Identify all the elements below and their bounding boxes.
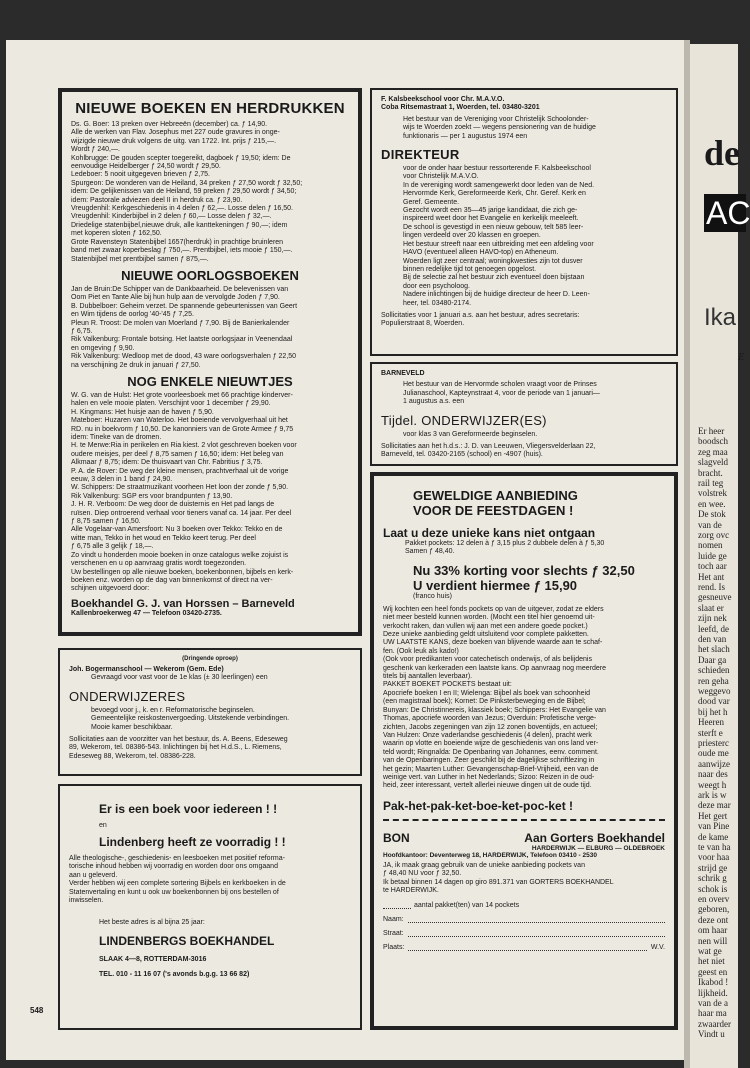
- next-banner: AC: [706, 195, 750, 231]
- next-page-line: nen will: [698, 935, 728, 946]
- offer-lines: [383, 540, 665, 557]
- ad-lindenberg: [58, 784, 362, 1030]
- next-page-line: lijkheid.: [698, 987, 728, 998]
- next-page-line: te van ha: [698, 842, 731, 852]
- text-line: Edeseweg 88, Wekerom, tel. 08386-228.: [69, 752, 196, 760]
- ad-barneveld: [370, 362, 678, 466]
- lindenberg-subheadline: Lindenberg heeft ze voorradig ! !: [99, 835, 286, 849]
- bon-shop: Aan Gorters Boekhandel: [524, 830, 665, 845]
- next-page-line: aanwijze: [698, 758, 730, 769]
- next-subtitle: E: [738, 352, 745, 363]
- next-page-line: zeg maa: [698, 446, 728, 457]
- next-page-line: schrik g: [698, 873, 727, 884]
- shop-name: Boekhandel G. J. van Horssen – Barneveld: [71, 597, 295, 610]
- shop-address: Kallenbroekerweg 47 — Telefoon 03420-2735.: [71, 609, 222, 617]
- text-line: H. te Merwe:Ria in perikelen en Ria kiest. 2 vlot geschreven boeken voor: [71, 442, 297, 450]
- text-line: Oom Piet en Tante Alie bij hun hulp aan de vervolgde Joden ƒ 7,90.: [71, 294, 280, 302]
- text-line: te HARDERWIJK.: [383, 886, 439, 894]
- text-line: Wordt ƒ 240,—.: [71, 146, 120, 154]
- barneveld-sub: voor klas 3 van Gereformeerde beginselen.: [403, 430, 538, 438]
- text-line: geschenk van kerkeraden een laatste kans. Op aanvraag nog meerdere: [383, 664, 606, 672]
- pakket-field[interactable]: [383, 902, 665, 909]
- text-line: niet meer besteld kunnen worden. (Mocht een titel hier genoemd uit-: [383, 614, 595, 622]
- text-line: Verder hebben wij een complete sortering Bijbels en kerkboeken in de: [69, 880, 286, 888]
- text-line: Alle Vogelaar-van Amersfoort: Nu 3 boeken over Tekko: Tekko en de: [71, 526, 283, 534]
- next-page-fragment: [690, 44, 750, 1068]
- next-page-line: om haar: [698, 925, 728, 936]
- text-line: Barneveld, tel. 03420-2165 (school) en -4907 (huis).: [381, 451, 543, 459]
- next-page-line: van de: [698, 519, 722, 530]
- text-line: ƒ 6,75 alle 3 gelijk ƒ 18,—.: [71, 543, 154, 551]
- text-line: witte man, Tekko in het woud en Tekko keert terug. Per deel: [71, 534, 256, 542]
- page-number: 548: [30, 1006, 44, 1015]
- barneveld-title: Tijdel. ONDERWIJZER(ES): [381, 412, 547, 428]
- text-line: voor de onder haar bestuur ressorterende F. Kalsbeekschool: [403, 165, 591, 173]
- offer-headline: Laat u deze unieke kans niet ontgaan: [383, 526, 596, 540]
- text-line: voor Christelijk M.A.V.O.: [403, 173, 479, 181]
- text-line: Bij de selectie zal het bestuur zich eventueel doen bijstaan: [403, 274, 585, 282]
- text-line: PAKKET BOEKET POCKETS bestaat uit:: [383, 681, 512, 689]
- direkteur-intro: [381, 116, 667, 141]
- text-line: Van Hulzen: Onze vaderlandse geschiedenis (4 delen), pracht werk: [383, 731, 592, 739]
- text-line: Deze unieke aanbieding geldt uitsluitend voor complete pakketten.: [383, 631, 589, 639]
- text-line: van de Openbaringen. Zeer geschikt bij de dagelijkse schriftlezing in: [383, 757, 595, 765]
- text-line: Het bestuur van de Hervormde scholen vraagt voor de Prinses: [403, 381, 597, 389]
- text-line: Uw bestellingen op alle nieuwe boeken, boekenbonnen, bijbels en kerk-: [71, 568, 294, 576]
- next-page-line: De stok: [698, 509, 726, 520]
- next-page-line: bracht.: [698, 467, 723, 478]
- direkteur-school: F. Kalsbeekschool voor Chr. M.A.V.O.: [381, 96, 505, 103]
- text-line: Kohlbrugge: De gouden scepter toegereikt, dagboek ƒ 19,50; idem: De: [71, 154, 291, 162]
- next-page-line: leefd, de: [698, 623, 729, 634]
- next-page-line: voor haa: [698, 852, 730, 863]
- text-line: fen. (Ook leuk als kado!): [383, 647, 459, 655]
- text-line: Julianaschool, Kapteynstraat 4, voor de periode van 1 januari—: [403, 389, 600, 397]
- next-page-line: strijd ge: [698, 862, 728, 873]
- direkteur-address: Coba Ritsemastraat 1, Woerden, tel. 03480-3201: [381, 104, 540, 112]
- text-line: RD. nu in boekvorm ƒ 10,50. De kanonniers van de Grote Armee ƒ 9,75: [71, 425, 294, 433]
- wv-label: W.V.: [650, 944, 665, 952]
- barneveld-header: BARNEVELD: [381, 370, 425, 377]
- text-line: binnen redelijke tijd tot genoegen opgelost.: [403, 265, 537, 273]
- text-line: ƒ 8,75 samen ƒ 16,50.: [71, 518, 141, 526]
- text-line: Nadere inlichtingen bij de huidige directeur de heer D. Leen-: [403, 291, 590, 299]
- naam-label: Naam:: [383, 916, 404, 924]
- text-line: Gezocht wordt een 35—45 jarige kandidaat, die zich ge-: [403, 207, 578, 215]
- aanbieding-title1: GEWELDIGE AANBIEDING: [413, 488, 578, 503]
- text-line: Jan de Bruin:De Schipper van de Dankbaarheid. De belevenissen van: [71, 285, 289, 293]
- text-line: inspireerd weet door het Evangelie en kerkelijk meeleeft.: [403, 215, 579, 223]
- text-line: Vreugdenhil: Kerkgeschiedenis in 4 delen ƒ 62,—. Losse delen ƒ 16,50.: [71, 205, 293, 213]
- text-line: P. A. de Rover: De weg der kleine mensen, prachtverhaal uit de vorige: [71, 467, 289, 475]
- text-line: Ds. G. Boer: 13 preken over Hebreeën (december) ca. ƒ 14,90.: [71, 121, 268, 128]
- next-page-line: zijn nek: [698, 613, 727, 624]
- bon-form-text: [383, 862, 665, 896]
- text-line: aan u geleverd.: [69, 871, 118, 879]
- next-page-line: Vindt u: [698, 1029, 725, 1040]
- text-line: idem: Tineke van de dromen.: [71, 434, 162, 441]
- ad-gorters: [370, 472, 678, 1030]
- next-page-line: naar des: [698, 769, 728, 780]
- text-line: De school is gevestigd in een nieuw gebouw, telt 585 leer-: [403, 223, 584, 231]
- text-line: idem: De gelijkenissen van de Heiland, 59 preken ƒ 29,50 wordt ƒ 34,50;: [71, 188, 297, 196]
- text-line: eeuw, 3 delen in 1 band ƒ 24,90.: [71, 476, 173, 484]
- lindenberg-street: SLAAK 4—8, ROTTERDAM-3016: [99, 956, 207, 964]
- text-line: met koperen sloten ƒ 162,50.: [71, 230, 162, 238]
- text-line: (een magistraal boek); Kornet: De Pinksterbeweging en de Bijbel;: [383, 698, 586, 706]
- text-line: Rik Valkenburg: SGP ers voor brandpunten ƒ 13,90.: [71, 492, 233, 500]
- next-page-line: van de a: [698, 998, 728, 1008]
- text-line: lingen verdeeld over 20 klassen en groepen.: [403, 232, 541, 240]
- text-line: ruïsen. Diep ontroerend verhaal voor tieners vanaf ca. 14 jaar. Per deel: [71, 509, 292, 517]
- lindenberg-name: LINDENBERGS BOEKHANDEL: [99, 934, 275, 949]
- text-line: inwisselen.: [69, 897, 104, 905]
- text-line: verschenen en u op aanvraag gratis wordt toegezonden.: [71, 560, 247, 568]
- next-page-line: ark is w: [698, 790, 727, 800]
- text-line: JA, ik maak graag gebruik van de unieke aanbieding pockets van: [383, 861, 585, 869]
- next-page-line: sterft e: [698, 727, 723, 738]
- text-line: oudere meisjes, per deel ƒ 8,75 samen ƒ 16,50; idem: Het beleg van: [71, 450, 284, 458]
- text-line: het gezin; Maarten Luther: Gevangenschap-Brief-Vrijheid, een van de: [383, 765, 599, 773]
- job-body: [69, 707, 351, 732]
- next-page-line: weegt h: [698, 779, 727, 790]
- lindenberg-headline: Er is een boek voor iedereen ! !: [99, 802, 278, 816]
- next-page-line: haar ma: [698, 1008, 727, 1019]
- text-line: Ik betaal binnen 14 dagen op giro 891.371 van GORTERS BOEKHANDEL: [383, 878, 614, 886]
- text-line: ƒ 48,40 NU voor ƒ 32,50.: [383, 870, 462, 878]
- text-line: W. G. van de Hulst: Het grote voorleesboek met 66 prachtige kinderver-: [71, 391, 293, 399]
- text-line: en Wim tijdens de oorlog '40-'45 ƒ 7,25.: [71, 311, 194, 319]
- lindenberg-en: en: [99, 822, 107, 829]
- cut-line: [383, 819, 665, 821]
- text-line: B. Dubbelboer: Geheim verzet. De spannende gebeurtenissen van Geert: [71, 302, 298, 310]
- next-page-line: nomen: [698, 540, 723, 551]
- next-page-line: zwaarder: [698, 1018, 731, 1029]
- text-line: Populierstraat 8, Woerden.: [381, 320, 465, 328]
- plaats-field[interactable]: [383, 944, 665, 951]
- aanbieding-title2: VOOR DE FEESTDAGEN !: [413, 503, 574, 518]
- next-page-line: Heeren: [698, 717, 724, 728]
- text-line: heid, zeer interessant, vertelt allerlei nieuwe dingen uit de oude tijd.: [383, 782, 592, 790]
- aanbieding-body: [383, 606, 665, 791]
- text-line: Sollicitaties aan het h.d.s.: J. D. van Leeuwen, Vliegersvelderlaan 22,: [381, 443, 596, 451]
- next-page-line: slaat er: [698, 602, 724, 613]
- next-page-line: geest en: [698, 966, 728, 977]
- job-intro: Gevraagd voor vast voor de 1e klas (± 30 leerlingen) een: [91, 674, 268, 682]
- direkteur-footer: [381, 312, 667, 329]
- job-title: ONDERWIJZERES: [69, 688, 186, 704]
- next-page-line: geboren,: [698, 904, 730, 915]
- oorlogsboeken-list: [71, 286, 349, 370]
- text-line: verkocht raken, dan vullen wij aan met een andere goede pocket.): [383, 622, 588, 630]
- bon-shop-address: HARDERWIJK — ELBURG — OLDEBROEK: [531, 844, 665, 852]
- text-line: na verschijning 2e druk in januari ƒ 27,50.: [71, 361, 201, 369]
- text-line: In de vereniging wordt samengewerkt door leden van de Ned.: [403, 181, 595, 189]
- ad-direkteur: [370, 88, 678, 356]
- text-line: Sollicitaties voor 1 januari a.s. aan het bestuur, adres secretaris:: [381, 311, 580, 319]
- text-line: Ledeboer: 5 nooit uitgegeven brieven ƒ 2,75.: [71, 171, 210, 179]
- ad-onderwijzeres: [58, 648, 362, 776]
- next-page-line: zorg ovc: [698, 530, 730, 540]
- next-page-line: slagveld: [698, 457, 728, 468]
- next-page-line: dood var: [698, 696, 730, 707]
- next-page-line: toch aar: [698, 561, 727, 572]
- slogan: Pak-het-pak-ket-boe-ket-poc-ket !: [383, 798, 574, 813]
- next-page-line: weggevo: [698, 686, 731, 696]
- text-line: zichten, Jacobs zegeningen van zijn 12 zonen boventijds, en actueel;: [383, 723, 598, 731]
- next-page-line: Er heer: [698, 426, 725, 436]
- next-headline: de: [704, 133, 740, 173]
- next-page-line: Daar ga: [698, 654, 727, 665]
- discount-line: Nu 33% korting voor slechts ƒ 32,50: [413, 562, 635, 578]
- urgent-header: (Dringende oproep): [182, 656, 238, 662]
- text-line: wijzigde nieuwe druk volgens de uitg. van 1722. Int. prijs ƒ 215,—.: [71, 137, 277, 145]
- text-line: Grote Ravensteyn Statenbijbel 1657(herdruk) in prachtige bruinleren: [71, 238, 284, 246]
- text-line: Mooie kamer beschikbaar.: [91, 723, 173, 731]
- text-line: Gemeentelijke reiskostenvergoeding. Uitstekende verbindingen.: [91, 715, 290, 723]
- franco-line: (franco huis): [413, 592, 452, 600]
- next-page-line: wat ge: [698, 946, 722, 956]
- text-line: Thomas, apocriefe woorden van Jezus; Overduin: Profetische verge-: [383, 715, 597, 723]
- direkteur-body: [381, 165, 667, 308]
- job-footer: [69, 736, 351, 761]
- text-line: Alkmaar ƒ 8,75; idem: De thuisvaart van Chr. Fabritius ƒ 3,75.: [71, 459, 263, 467]
- pakket-label: aantal pakket(ten) van 14 pockets: [414, 902, 520, 910]
- next-page-line: schieden: [698, 665, 730, 676]
- bon-label: BON: [383, 830, 410, 845]
- bon-header: [383, 831, 665, 845]
- text-line: Apocriefe boeken I en II; Wielenga: Bijbel als boek van schoonheid: [383, 689, 591, 697]
- barneveld-footer: [381, 443, 667, 460]
- ad-van-horssen: [58, 88, 362, 636]
- text-line: teld wordt; Ringnalda: De Openbaring van Johannes, eenv. comment.: [383, 748, 599, 756]
- text-line: Het bestuur streeft naar een uitbreiding met een afdeling voor: [403, 240, 594, 248]
- next-page-line: oude me: [698, 748, 729, 759]
- next-page-line: Het ant: [698, 571, 725, 582]
- text-line: eenvoudige Heidelberger ƒ 24,50 wordt ƒ 29,50.: [71, 163, 221, 171]
- text-line: Driedelige statenbijbel,nieuwe druk, alle kanttekeningen ƒ 90,—; idem: [71, 221, 288, 229]
- text-line: Statenvertaling en kunt u ook uw boekenbonnen bij ons bestellen of: [69, 888, 279, 896]
- next-page-line: schok is: [698, 883, 728, 894]
- next-page-line: rend. Is: [698, 582, 725, 592]
- next-page-line: Ikabod !: [698, 977, 729, 988]
- text-line: Pleun R. Troost: De molen van Moerland ƒ 7,90. Bij de Banierkalender: [71, 319, 290, 327]
- next-page-line: ren geha: [698, 675, 729, 686]
- text-line: halen en vele mooie platen. Verschijnt voor 1 december ƒ 29,90.: [71, 400, 271, 408]
- next-page-line: het niet: [698, 956, 725, 967]
- text-line: wijs te Woerden zoekt — wegens pensionering van de huidige: [403, 124, 596, 132]
- text-line: Alle theologische-, geschiedenis- en leesboeken met positief reforma-: [69, 855, 285, 862]
- text-line: schijnen uitgevoerd door:: [71, 585, 150, 593]
- text-line: boeken enz. worden op de dag van binnenkomst of direct na ver-: [71, 576, 273, 584]
- nieuwtjes-list: [71, 392, 349, 594]
- barneveld-intro: [381, 381, 667, 406]
- text-line: 89, Wekerom, tel. 08386-543. Inlichtingen bij het H.d.S., L. Riemens,: [69, 744, 282, 752]
- text-line: Mateboer: Huzaren van Waterloo. Het boeiende vervolgverhaal uit het: [71, 417, 288, 425]
- text-line: Hervormde Kerk, Gereformeerde Kerk, Chr. Geref. Kerk en: [403, 190, 586, 198]
- next-page-line: en wee.: [698, 498, 726, 509]
- lindenberg-best-address: Het beste adres is al bijna 25 jaar:: [99, 919, 205, 927]
- text-line: ƒ 6,75.: [71, 327, 93, 335]
- next-page-line: gesneuve: [698, 592, 732, 603]
- next-page-line: bij het h: [698, 706, 728, 717]
- text-line: W. Schippers: De straatmuzikant voorheen Het loon der zonde ƒ 5,90.: [71, 484, 289, 492]
- next-page-line: boodsch: [698, 436, 728, 447]
- text-line: J. H. R. Verboom: De weg door de duisternis en Het pad langs de: [71, 501, 275, 509]
- text-line: band met zwaar koperbeslag ƒ 750,—. Prentbijbel, iets mooie ƒ 150,—.: [71, 247, 293, 255]
- direkteur-title: DIREKTEUR: [381, 147, 460, 163]
- text-line: Het bestuur van de Vereniging voor Christelijk Schoolonder-: [403, 115, 589, 123]
- lindenberg-body: [69, 855, 351, 905]
- text-line: en omgeving ƒ 9,90.: [71, 344, 135, 352]
- next-page-line: volstrek: [698, 488, 727, 499]
- next-page-line: van Pine: [698, 821, 730, 832]
- text-line: Sollicitaties aan de voorzitter van het bestuur, ds. A. Beens, Edeseweg: [69, 736, 288, 744]
- school-name: Joh. Bogermanschool — Wekerom (Gem. Ede): [69, 666, 224, 673]
- text-line: UW LAATSTE KANS, deze boeken van blijvende waarde aan te schaf-: [383, 639, 603, 647]
- text-line: waarin op vlotte en boeiende wijze de geschiedenis van ons land ver-: [383, 740, 599, 748]
- next-page-line: de kame: [698, 831, 729, 842]
- next-page-line: luide ge: [698, 550, 727, 561]
- text-line: Alle de werken van Flav. Josephus met 227 oude gravures in onge-: [71, 129, 280, 137]
- text-line: Pakket pockets: 12 delen à ƒ 3,15 plus 2 dubbele delen à ƒ 5,30: [405, 540, 605, 547]
- naam-field[interactable]: [383, 916, 665, 923]
- text-line: torische inhoud hebben wij voorradig en worden door ons omgaand: [69, 863, 278, 871]
- text-line: HAVO (eventueel alleen HAVO-top) en Atheneum.: [403, 249, 559, 257]
- text-line: idem: Pastorale adviezen deel II in herdruk ca. ƒ 23,90.: [71, 196, 243, 204]
- text-line: 1 augustus a.s. een: [403, 398, 465, 406]
- text-line: door een psycholoog.: [403, 282, 470, 290]
- next-page-line: en overv: [698, 894, 730, 904]
- oorlogsboeken-title: NIEUWE OORLOGSBOEKEN: [121, 267, 299, 283]
- next-page-line: priesterc: [698, 738, 729, 748]
- text-line: heer, tel. 03480-2174.: [403, 299, 472, 307]
- newspaper-page: [6, 40, 684, 1060]
- next-title: Ika: [704, 304, 737, 331]
- nieuwtjes-title: NOG ENKELE NIEUWTJES: [127, 373, 293, 389]
- text-line: Wij kochten een heel fonds pockets op van de uitgever, zodat ze elders: [383, 605, 604, 613]
- text-line: bevoegd voor j., k. en r. Reformatorische beginselen.: [91, 706, 255, 714]
- next-page-line: rail teg: [698, 478, 724, 488]
- straat-field[interactable]: [383, 930, 665, 937]
- next-page-line: deze mar: [698, 800, 731, 811]
- text-line: funktionaris — per 1 augustus 1974 een: [403, 132, 528, 140]
- nieuwe-boeken-title: NIEUWE BOEKEN EN HERDRUKKEN: [75, 100, 345, 117]
- text-line: (Ook voor predikanten voor catechetisch onderwijs, of als belijdenis: [383, 656, 592, 664]
- text-line: Geref. Gemeente.: [403, 198, 460, 206]
- text-line: Statenbijbel met prentbijbel samen ƒ 875,—.: [71, 255, 209, 263]
- plaats-label: Plaats:: [383, 944, 405, 952]
- savings-line: U verdient hiermee ƒ 15,90: [413, 577, 578, 593]
- text-line: titels bij aantallen leverbaar).: [383, 673, 473, 681]
- next-page-line: den van: [698, 634, 727, 644]
- text-line: Samen ƒ 48,40.: [405, 548, 455, 556]
- straat-label: Straat:: [383, 930, 404, 938]
- text-line: weinige vert. van Luther in het Nederlands; Sizoo: Reizen in de oud-: [383, 773, 595, 781]
- next-page-line: deze ont: [698, 914, 729, 925]
- next-page-line: het slach: [698, 644, 730, 655]
- text-line: Rik Valkenburg: Frontale botsing. Het laatste oorlogsjaar in Veenendaal: [71, 336, 293, 344]
- text-line: Zo vindt u honderden mooie boeken in onze catalogus welke zojuist is: [71, 551, 289, 559]
- text-line: H. Kingmans: Het huisje aan de haven ƒ 5,90.: [71, 408, 214, 416]
- text-line: Spurgeon: De wonderen van de Heiland, 34 preken ƒ 27,50 wordt ƒ 32,50;: [71, 179, 303, 187]
- next-page-line: Het gert: [698, 810, 728, 821]
- text-line: Rik Valkenburg: Wedloop met de dood, 43 ware oorlogsverhalen ƒ 22,50: [71, 353, 297, 361]
- text-line: Vreugdenhil: Kinderbijbel in 2 delen ƒ 60,— Losse delen ƒ 32,—.: [71, 213, 272, 221]
- nieuwe-boeken-list: [71, 121, 349, 264]
- text-line: Woerden ligt zeer centraal; woningkwesties zijn tot dusver: [403, 257, 583, 265]
- text-line: Bunyan: De Christinnereis, klassiek boek; Schippers: Het Evangelie van: [383, 706, 606, 714]
- bon-office: Hoofdkantoor: Deventerweg 18, HARDERWIJK, Telefoon 03410 - 2530: [383, 851, 597, 859]
- lindenberg-tel: TEL. 010 - 11 16 07 ('s avonds b.g.g. 13 66 82): [99, 971, 250, 979]
